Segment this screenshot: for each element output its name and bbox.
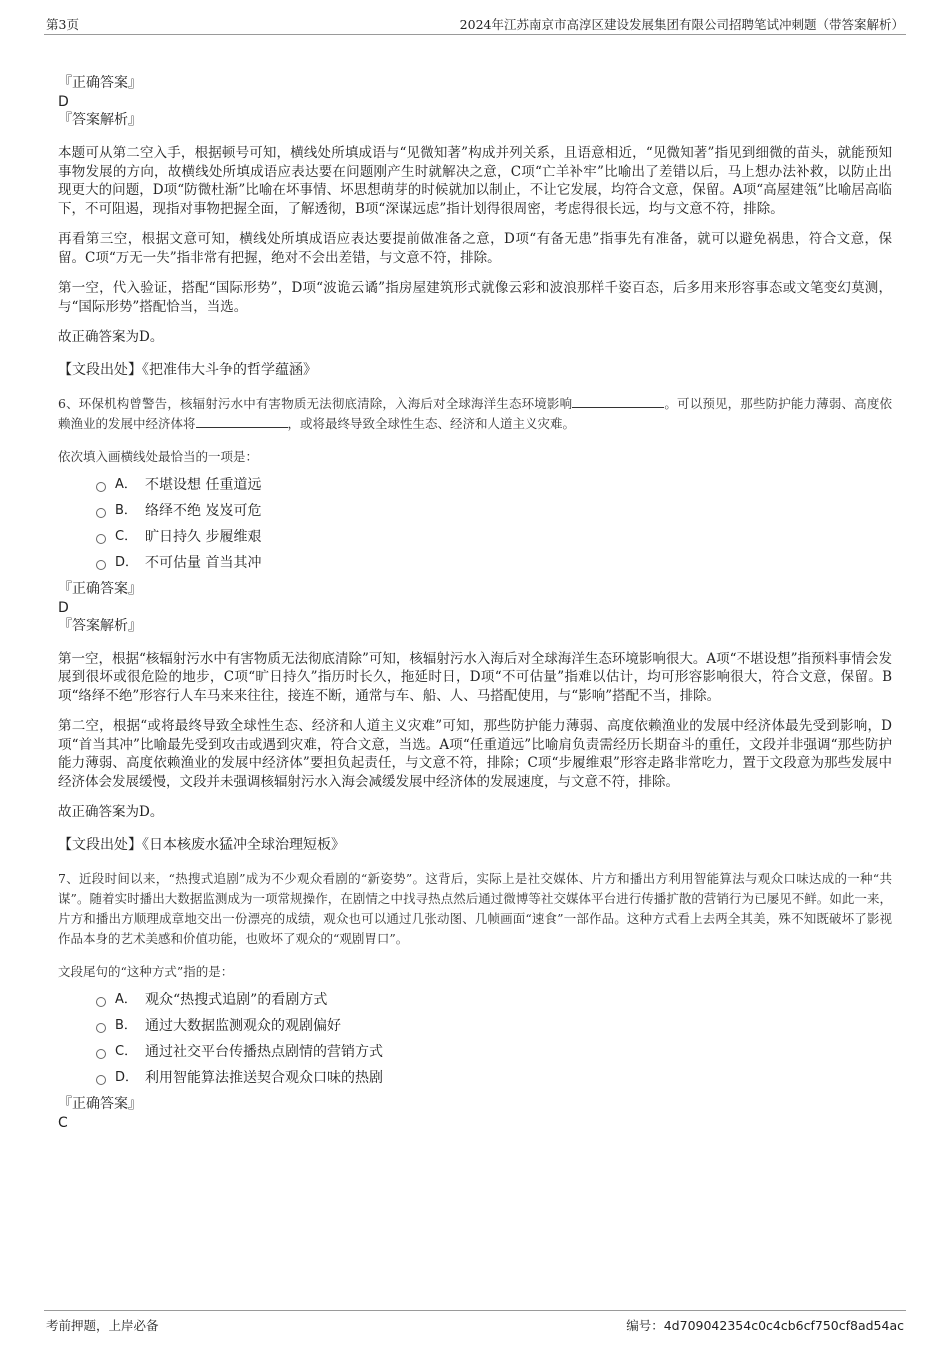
analysis-conclusion: 故正确答案为D。 (58, 804, 164, 820)
answer-label: 『正确答案』 (58, 1095, 142, 1112)
correct-answer: C (58, 1114, 68, 1131)
option-text: 旷日持久 步履维艰 (145, 528, 262, 545)
radio-icon[interactable] (96, 997, 106, 1007)
source-citation: 【文段出处】《日本核废水猛冲全球治理短板》 (58, 836, 345, 853)
option-d[interactable] (96, 554, 892, 580)
analysis-paragraph: 再看第三空，根据文意可知，横线处所填成语应表达要提前做准备之意，D项“有备无患”指事先有准备，就可以避免祸患，符合文意，保留。C项“万无一失”指非常有把握，绝对不会出差错，与文意不符，排除。 (58, 231, 892, 266)
source-citation: 【文段出处】《把准伟大斗争的哲学蕴涵》 (58, 361, 317, 378)
page-number: 第3页 (46, 17, 79, 32)
analysis-paragraph: 本题可从第二空入手，根据顿号可知，横线处所填成语与“见微知著”构成并列关系，且语意相近，“见微知著”指见到细微的苗头，就能预知事物发展的方向，故横线处所填成语应表达要在问题刚产生时就解决之意，C项“亡羊补牢”比喻出了差错以后，马上想办法补救，以防止出现更大的问题，D项“防微杜渐”比喻在坏事情、坏思想萌芽的时候就加以制止，不让它发展，均符合文意，保留。A项“高屋建瓴”比喻居高临下，不可阻遏，现指对事物把握全面，了解透彻，B项“深谋远虑”指计划得很周密，考虑得很长远，均与文意不符，排除。 (58, 145, 892, 217)
analysis-paragraph: 第一空，代入验证，搭配“国际形势”，D项“波诡云谲”指房屋建筑形式就像云彩和波浪那样千姿百态，后多用来形容事态或文笔变幻莫测，与“国际形势”搭配恰当，当选。 (58, 280, 892, 315)
correct-answer: D (58, 94, 69, 110)
analysis-label: 『答案解析』 (58, 112, 142, 128)
option-c[interactable] (96, 528, 892, 554)
question-7-stem: 7、近段时间以来，“热搜式追剧”成为不少观众看剧的“新姿势”。这背后，实际上是社交媒体、片方和播出方利用智能算法与观众口味达成的一种“共谋”。随着实时播出大数据监测成为一项常规操作，在剧情之中找寻热点然后通过微博等社交媒体平台进行传播扩散的营销行为已屡见不鲜。如此一来，片方和播出方顺理成章地交出一份漂亮的成绩，观众也可以通过几张动图、几帧画面“速食”一部作品。这种方式看上去两全其美，殊不知既破坏了影视作品本身的艺术美感和价值功能，也败坏了观众的“观剧胃口”。 (58, 870, 892, 946)
question-6-text-part: 6、环保机构曾警告，核辐射污水中有害物质无法彻底清除，入海后对全球海洋生态环境影响 (58, 395, 573, 411)
option-b[interactable] (96, 1017, 892, 1043)
option-key: C． (115, 528, 138, 544)
option-key: A． (115, 991, 137, 1007)
option-text: 络绎不绝 岌岌可危 (145, 502, 262, 519)
option-key: D． (115, 1069, 139, 1085)
answer-label: 『正确答案』 (58, 580, 142, 597)
option-d[interactable] (96, 1069, 892, 1095)
option-text: 通过大数据监测观众的观剧偏好 (145, 1017, 341, 1034)
analysis-label: 『答案解析』 (58, 617, 142, 634)
document-body (58, 74, 892, 1132)
radio-icon[interactable] (96, 560, 106, 570)
radio-icon[interactable] (96, 534, 106, 544)
option-text: 不可估量 首当其冲 (145, 554, 262, 571)
option-a[interactable] (96, 476, 892, 502)
fill-blank-1 (572, 394, 664, 408)
radio-icon[interactable] (96, 1023, 106, 1033)
option-b[interactable] (96, 502, 892, 528)
radio-icon[interactable] (96, 482, 106, 492)
question-7-prompt: 文段尾句的“这种方式”指的是： (58, 963, 234, 979)
fill-blank-2 (196, 414, 288, 428)
document-id-value: 4d709042354c0c4cb6cf750cf8ad54ac (663, 1318, 904, 1333)
option-text: 观众“热搜式追剧”的看剧方式 (145, 991, 328, 1008)
analysis-paragraph: 第二空，根据“或将最终导致全球性生态、经济和人道主义灾难”可知，那些防护能力薄弱、高度依赖渔业的发展中经济体最先受到影响，D项“首当其冲”比喻最先受到攻击或遇到灾难，符合文意，当选。A项“任重道远”比喻肩负责需经历长期奋斗的重任，文段并非强调“那些防护能力薄弱、高度依赖渔业的发展中经济体”要担负起责任，与文意不符，排除；C项“步履维艰”形容走路非常吃力，置于文段意为那些发展中经济体会发展缓慢，文段并未强调核辐射污水入海会减缓发展中经济体的发展速度，与文意不符，排除。 (58, 718, 892, 790)
correct-answer: D (58, 599, 69, 616)
question-6-prompt: 依次填入画横线处最恰当的一项是： (58, 448, 259, 464)
footer-slogan: 考前押题，上岸必备 (46, 1318, 159, 1333)
option-key: B． (115, 1017, 137, 1033)
document-id (626, 1316, 904, 1334)
option-key: D． (115, 554, 139, 570)
radio-icon[interactable] (96, 508, 106, 518)
option-text: 不堪设想 任重道远 (145, 476, 262, 493)
document-id-label: 编号： (626, 1318, 664, 1333)
option-text: 利用智能算法推送契合观众口味的热剧 (145, 1069, 383, 1086)
analysis-conclusion: 故正确答案为D。 (58, 329, 164, 345)
question-6-text-part: ，或将最终导致全球性生态、经济和人道主义灾难。 (287, 415, 576, 431)
analysis-paragraph: 第一空，根据“核辐射污水中有害物质无法彻底清除”可知，核辐射污水入海后对全球海洋生态环境影响很大。A项“不堪设想”指预料事情会发展到很坏或很危险的地步，C项“旷日持久”指历时长久，拖延时日，D项“不可估量”指难以估计，均可形容影响很大，符合文意，保留。B项“络绎不绝”形容行人车马来来往往，接连不断，通常与车、船、人、马搭配使用，与“影响”搭配不当，排除。 (58, 650, 892, 704)
radio-icon[interactable] (96, 1075, 106, 1085)
question-6-text-part: 。可以预见，那些防护能力薄弱、高度依赖渔业的发展中经济体将 (58, 395, 892, 431)
page-header (44, 12, 906, 35)
question-7-options (96, 991, 892, 1095)
option-key: B． (115, 502, 137, 518)
option-c[interactable] (96, 1043, 892, 1069)
page-footer (44, 1310, 906, 1337)
option-text: 通过社交平台传播热点剧情的营销方式 (145, 1043, 383, 1060)
question-6-stem (58, 394, 892, 434)
answer-label: 『正确答案』 (58, 75, 142, 91)
radio-icon[interactable] (96, 1049, 106, 1059)
question-6-options (96, 476, 892, 580)
option-a[interactable] (96, 991, 892, 1017)
option-key: C． (115, 1043, 138, 1059)
document-title: 2024年江苏南京市高淳区建设发展集团有限公司招聘笔试冲刺题（带答案解析） (459, 17, 904, 32)
option-key: A． (115, 476, 137, 492)
